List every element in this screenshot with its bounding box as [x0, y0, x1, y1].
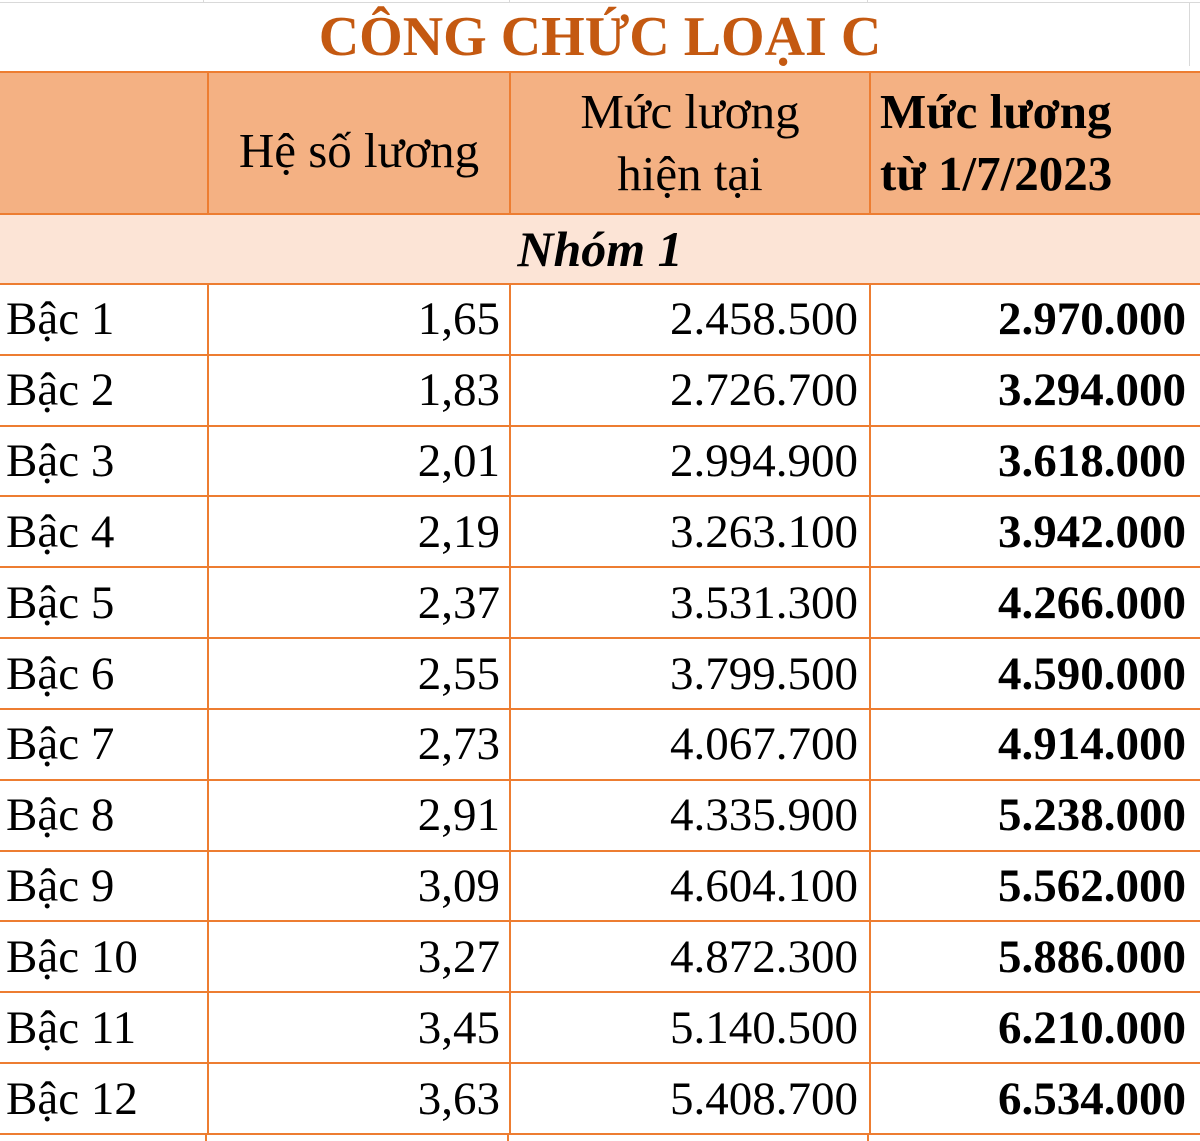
- new-salary-value: 4.590.000: [998, 647, 1186, 700]
- current-salary-value: 3.263.100: [670, 505, 858, 558]
- current-salary-value: 3.531.300: [670, 576, 858, 629]
- current-salary-value: 5.140.500: [670, 1001, 858, 1054]
- current-salary-value: 4.872.300: [670, 930, 858, 983]
- current-salary-value: 2.994.900: [670, 435, 858, 488]
- row-label-cell: [0, 427, 207, 496]
- coefficient-value: 3,45: [417, 1001, 500, 1054]
- new-salary-cell: [869, 922, 1200, 991]
- current-salary-cell: [509, 639, 869, 708]
- table-row: [0, 993, 1200, 1064]
- row-label: Bậc 6: [6, 647, 115, 700]
- new-salary-cell: [869, 993, 1200, 1062]
- coefficient-value: 2,19: [417, 505, 500, 558]
- row-label: Bậc 9: [6, 860, 115, 913]
- current-salary-value: 2.458.500: [670, 293, 858, 346]
- row-label-cell: [0, 710, 207, 779]
- row-label: Bậc 5: [6, 576, 115, 629]
- table-row: [0, 1064, 1200, 1135]
- table-row: [0, 285, 1200, 356]
- current-salary-cell: [509, 427, 869, 496]
- row-label-cell: [0, 285, 207, 354]
- bottom-edge-strip: [0, 1135, 1200, 1141]
- coefficient-value: 3,09: [417, 860, 500, 913]
- group-label: Nhóm 1: [517, 221, 683, 277]
- table-body: [0, 285, 1200, 1135]
- coefficient-value: 2,37: [417, 576, 500, 629]
- coefficient-cell: [207, 781, 509, 850]
- header-label-current-salary: Mức lương hiện tại: [580, 84, 800, 201]
- header-cell-new-salary: [869, 73, 1200, 213]
- row-label-cell: [0, 568, 207, 637]
- new-salary-cell: [869, 497, 1200, 566]
- coefficient-value: 2,73: [417, 718, 500, 771]
- group-row-nhom-1: [0, 215, 1200, 285]
- row-label: Bậc 2: [6, 364, 115, 417]
- new-salary-value: 5.562.000: [998, 860, 1186, 913]
- new-salary-cell: [869, 1064, 1200, 1133]
- current-salary-cell: [509, 285, 869, 354]
- row-label-cell: [0, 922, 207, 991]
- header-cell-current-salary: [509, 73, 869, 213]
- coefficient-cell: [207, 852, 509, 921]
- current-salary-cell: [509, 781, 869, 850]
- header-cell-coefficient: [207, 73, 509, 213]
- coefficient-cell: [207, 497, 509, 566]
- border-stub: [205, 1135, 207, 1141]
- row-label-cell: [0, 781, 207, 850]
- current-salary-cell: [509, 1064, 869, 1133]
- current-salary-value: 4.335.900: [670, 789, 858, 842]
- table-header-row: [0, 71, 1200, 215]
- new-salary-cell: [869, 639, 1200, 708]
- coefficient-cell: [207, 285, 509, 354]
- current-salary-value: 4.067.700: [670, 718, 858, 771]
- table-row: [0, 427, 1200, 498]
- new-salary-cell: [869, 356, 1200, 425]
- new-salary-value: 3.942.000: [998, 505, 1186, 558]
- new-salary-value: 3.294.000: [998, 364, 1186, 417]
- new-salary-cell: [869, 852, 1200, 921]
- new-salary-cell: [869, 781, 1200, 850]
- current-salary-cell: [509, 497, 869, 566]
- coefficient-cell: [207, 993, 509, 1062]
- table-row: [0, 639, 1200, 710]
- row-label: Bậc 8: [6, 789, 115, 842]
- header-label-coefficient: Hệ số lương: [238, 123, 480, 178]
- current-salary-value: 5.408.700: [670, 1072, 858, 1125]
- coefficient-value: 1,83: [417, 364, 500, 417]
- new-salary-value: 6.534.000: [998, 1072, 1186, 1125]
- row-label-cell: [0, 1064, 207, 1133]
- new-salary-cell: [869, 568, 1200, 637]
- current-salary-value: 4.604.100: [670, 860, 858, 913]
- coefficient-cell: [207, 639, 509, 708]
- row-label-cell: [0, 852, 207, 921]
- coefficient-cell: [207, 568, 509, 637]
- coefficient-value: 2,01: [417, 435, 500, 488]
- new-salary-cell: [869, 427, 1200, 496]
- coefficient-value: 2,55: [417, 647, 500, 700]
- new-salary-value: 4.266.000: [998, 576, 1186, 629]
- table-row: [0, 922, 1200, 993]
- coefficient-value: 3,27: [417, 930, 500, 983]
- coefficient-cell: [207, 922, 509, 991]
- new-salary-value: 4.914.000: [998, 718, 1186, 771]
- new-salary-cell: [869, 285, 1200, 354]
- row-label-cell: [0, 993, 207, 1062]
- table-row: [0, 568, 1200, 639]
- current-salary-cell: [509, 710, 869, 779]
- border-stub: [867, 1135, 869, 1141]
- table-row: [0, 852, 1200, 923]
- table-row: [0, 356, 1200, 427]
- coefficient-cell: [207, 710, 509, 779]
- row-label: Bậc 1: [6, 293, 115, 346]
- coefficient-cell: [207, 427, 509, 496]
- row-label: Bậc 7: [6, 718, 115, 771]
- new-salary-cell: [869, 710, 1200, 779]
- current-salary-cell: [509, 922, 869, 991]
- row-label-cell: [0, 356, 207, 425]
- current-salary-cell: [509, 993, 869, 1062]
- current-salary-value: 3.799.500: [670, 647, 858, 700]
- coefficient-value: 3,63: [417, 1072, 500, 1125]
- current-salary-cell: [509, 852, 869, 921]
- page-title: CÔNG CHỨC LOẠI C: [318, 6, 882, 68]
- coefficient-value: 1,65: [417, 293, 500, 346]
- table-title-row: [0, 3, 1200, 71]
- table-row: [0, 710, 1200, 781]
- row-label: Bậc 11: [6, 1001, 137, 1054]
- current-salary-value: 2.726.700: [670, 364, 858, 417]
- row-label: Bậc 3: [6, 435, 115, 488]
- row-label-cell: [0, 639, 207, 708]
- coefficient-cell: [207, 356, 509, 425]
- coefficient-cell: [207, 1064, 509, 1133]
- row-label: Bậc 4: [6, 505, 115, 558]
- row-label: Bậc 10: [6, 930, 138, 983]
- new-salary-value: 5.886.000: [998, 930, 1186, 983]
- new-salary-value: 5.238.000: [998, 789, 1186, 842]
- table-row: [0, 497, 1200, 568]
- table-row: [0, 781, 1200, 852]
- new-salary-value: 3.618.000: [998, 435, 1186, 488]
- header-label-new-salary: Mức lương từ 1/7/2023: [880, 84, 1113, 201]
- border-stub: [507, 1135, 509, 1141]
- new-salary-value: 6.210.000: [998, 1001, 1186, 1054]
- row-label: Bậc 12: [6, 1072, 138, 1125]
- header-cell-empty: [0, 73, 207, 213]
- salary-table: [0, 71, 1200, 1135]
- current-salary-cell: [509, 356, 869, 425]
- coefficient-value: 2,91: [417, 789, 500, 842]
- current-salary-cell: [509, 568, 869, 637]
- new-salary-value: 2.970.000: [998, 293, 1186, 346]
- row-label-cell: [0, 497, 207, 566]
